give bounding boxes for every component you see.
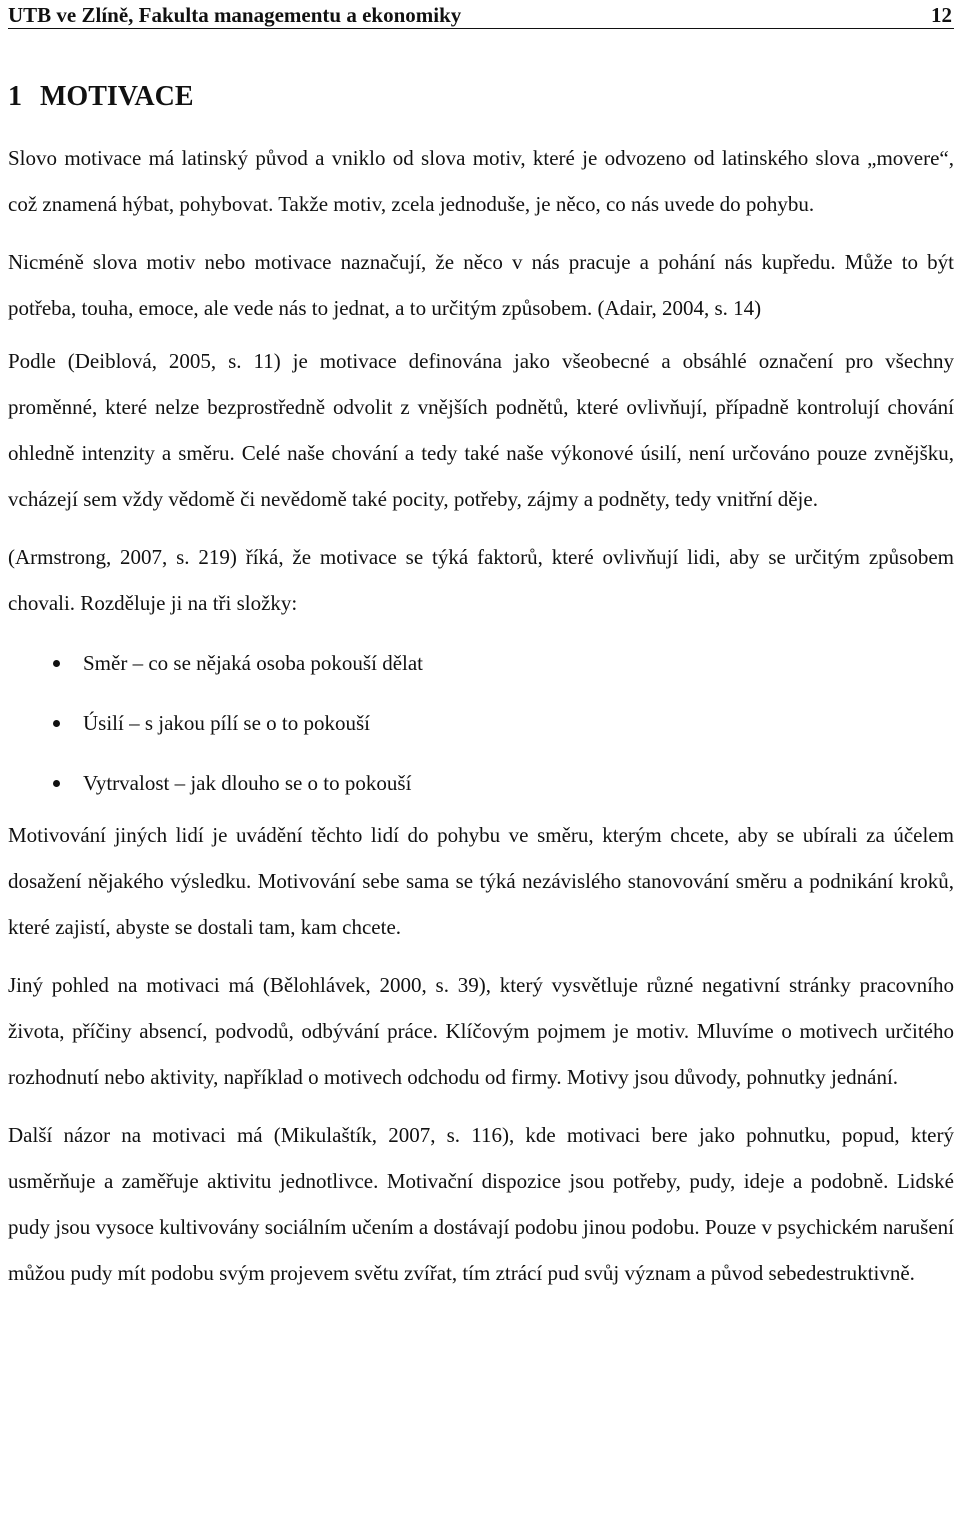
list-item-text: Úsilí – s jakou pílí se o to pokouší [83, 711, 371, 735]
bullet-icon [53, 720, 60, 727]
document-page [8, 0, 954, 1296]
paragraph: Nicméně slova motiv nebo motivace naznačují, že něco v nás pracuje a pohání nás kupředu. Může to být potřeba, touha, emoce, ale vede nás to jednat, a to určitým způsobem. (Adair, 2004, s. 14) [8, 250, 954, 320]
bullet-list [8, 640, 954, 806]
list-item [8, 640, 954, 686]
page-number: 12 [931, 3, 952, 27]
chapter-heading [8, 79, 954, 117]
paragraph: Motivování jiných lidí je uvádění těchto lidí do pohybu ve směru, kterým chcete, aby se ubírali za účelem dosažení nějakého výsledku. Motivování sebe sama se týká nezávislého stanovování směru a podnikání kroků, které zajistí, abyste se dostali tam, kam chcete. [8, 823, 954, 939]
paragraph: Další názor na motivaci má (Mikulaštík, 2007, s. 116), kde motivaci bere jako pohnutku, popud, který usměrňuje a zaměřuje aktivitu jednotlivce. Motivační dispozice jsou potřeby, pudy, ideje a podobně. Lidské pudy jsou vysoce kultivovány sociálním učením a dostávají podobu jinou podobu. Pouze v psychickém narušení můžou pudy mít podobu svým projevem světu zvířat, tím ztrácí pud svůj význam a původ sebedestruktivně. [8, 1123, 954, 1285]
chapter-title: MOTIVACE [40, 81, 194, 112]
chapter-number: 1 [8, 81, 22, 112]
list-item-text: Směr – co se nějaká osoba pokouší dělat [83, 651, 423, 675]
paragraph: Podle (Deiblová, 2005, s. 11) je motivace definována jako všeobecné a obsáhlé označení pro všechny proměnné, které nelze bezprostředně odvolit z vnějších podnětů, které ovlivňují, případně kontrolují chování ohledně intenzity a směru. Celé naše chování a tedy také naše výkonové úsilí, není určováno pouze zvnějšku, vcházejí sem vždy vědomě či nevědomě také pocity, potřeby, zájmy a podněty, tedy vnitřní děje. [8, 349, 954, 511]
running-header [8, 0, 954, 29]
list-item [8, 760, 954, 806]
list-item [8, 700, 954, 746]
bullet-icon [53, 660, 60, 667]
paragraph: Slovo motivace má latinský původ a vniklo od slova motiv, které je odvozeno od latinského slova „movere“, což znamená hýbat, pohybovat. Takže motiv, zcela jednoduše, je něco, co nás uvede do pohybu. [8, 146, 954, 216]
paragraph: (Armstrong, 2007, s. 219) říká, že motivace se týká faktorů, které ovlivňují lidi, aby se určitým způsobem chovali. Rozděluje ji na tři složky: [8, 545, 954, 615]
header-title: UTB ve Zlíně, Fakulta managementu a ekonomiky [8, 3, 462, 27]
list-item-text: Vytrvalost – jak dlouho se o to pokouší [83, 771, 412, 795]
bullet-icon [53, 780, 60, 787]
paragraph: Jiný pohled na motivaci má (Bělohlávek, 2000, s. 39), který vysvětluje různé negativní stránky pracovního života, příčiny absencí, podvodů, odbývání práce. Klíčovým pojmem je motiv. Mluvíme o motivech určitého rozhodnutí nebo aktivity, například o motivech odchodu od firmy. Motivy jsou důvody, pohnutky jednání. [8, 973, 954, 1089]
